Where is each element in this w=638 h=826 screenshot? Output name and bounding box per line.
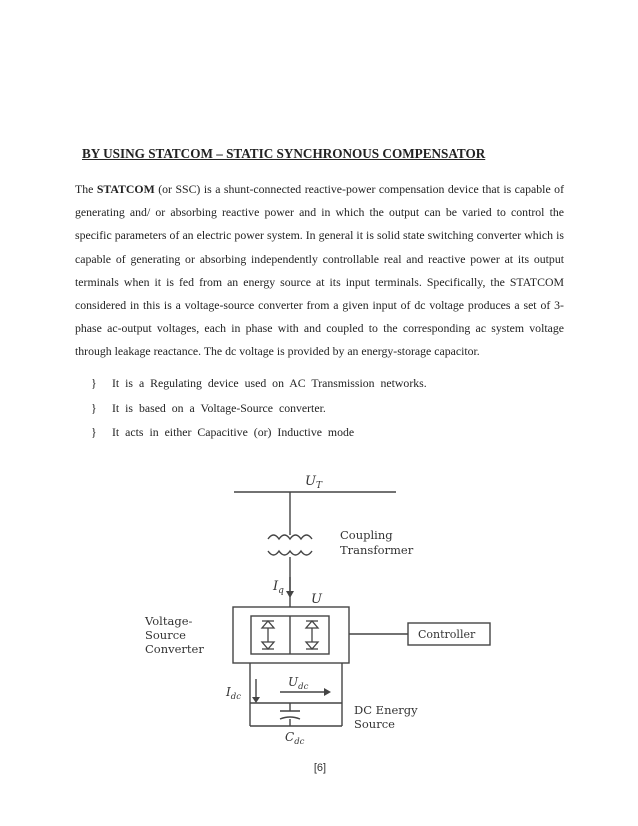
diode-1 [262,621,274,628]
diode-4 [306,642,318,649]
dc-source-label-2: Source [354,717,395,731]
page-number: [6] [313,762,327,774]
bullet-mark: } [91,425,97,439]
diode-3 [262,642,274,649]
bullet-mark: } [91,376,97,390]
statcom-diagram [130,467,476,747]
dc-source-label-1: DC Energy [354,703,418,717]
intro-text: (or SSC) is a shunt-connected reactive-power compensation device that is capable of generating and/ or absorbing reactive power and in which the output can be varied to control the specific parameters of an electric power system. In general it is solid state switching converter which is capable of generating or absorbing independently controllable real and reactive power at its output terminals when it is fed from an energy source at its input terminals. Specifically, the STATCOM considered in this is a voltage-source converter from a given input of dc voltage produces a set of 3-phase ac-output voltages, each in phase with and coupled to the corresponding ac system voltage through leakage reactance. The dc voltage is provided by an energy-storage capacitor. [75,182,565,359]
list-item [91,420,551,445]
bullet-text: It is based on a Voltage-Source converter. [112,400,326,415]
feature-list [91,371,551,445]
vsc-label-3: Converter [145,642,204,656]
cdc-label: $C_{dc}$ [285,730,305,747]
coupling-label-1: Coupling [340,528,393,542]
transformer-secondary-coil [268,551,312,555]
udc-arrowhead [324,688,331,696]
intro-lead: The [75,182,97,196]
vsc-label-2: Source [145,628,186,642]
diode-2 [306,621,318,628]
iq-label: $I_q$ [273,579,284,596]
section-heading: BY USING STATCOM – STATIC SYNCHRONOUS COMPENSATOR [82,146,486,161]
statcom-term: STATCOM [96,182,155,196]
udc-label: $U_{dc}$ [288,675,309,692]
list-item [91,371,551,396]
ut-label: $U_T$ [305,474,322,491]
coupling-label-2: Transformer [340,543,414,557]
transformer-primary-coil [268,535,312,539]
iq-arrowhead [286,591,294,598]
controller-label: Controller [418,628,476,641]
capacitor-plate-bottom [280,717,300,719]
bullet-text: It acts in either Capacitive (or) Inductive mode [112,425,355,439]
idc-arrowhead [252,697,260,703]
bullet-text: It is a Regulating device used on AC Transmission networks. [112,376,427,390]
idc-label: $I_{dc}$ [226,685,241,702]
bullet-mark: } [91,400,97,415]
vsc-label-1: Voltage- [145,614,193,628]
intro-paragraph [75,178,564,364]
list-item [91,396,551,421]
u-label: U [311,592,322,607]
